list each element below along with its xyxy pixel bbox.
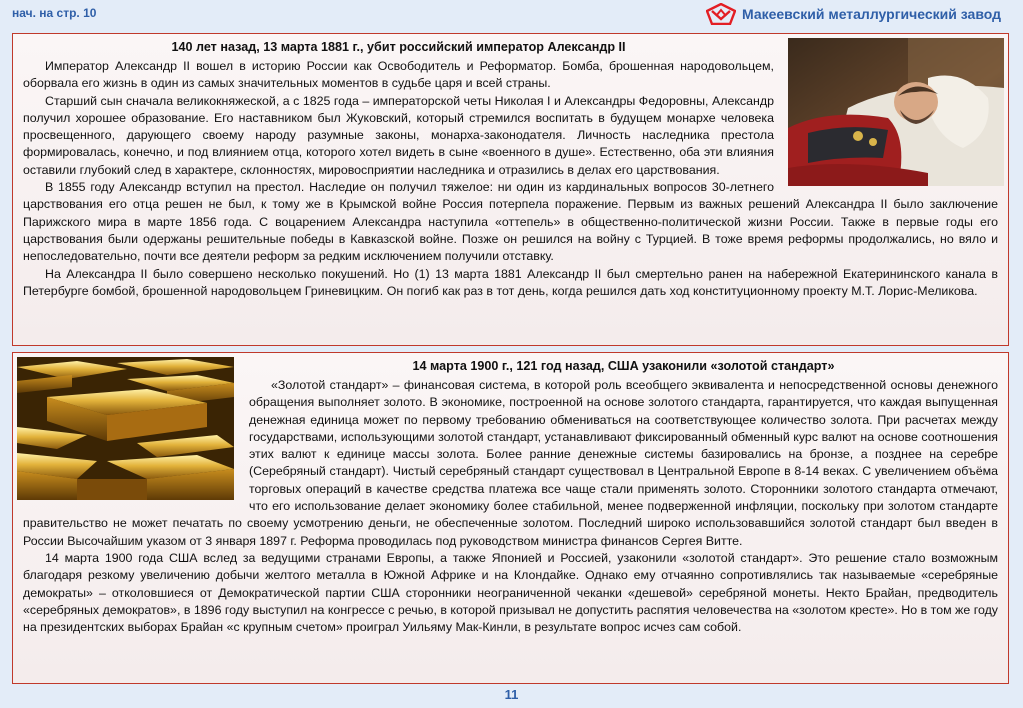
article-title: 14 марта 1900 г., 121 год назад, США узаконили «золотой стандарт»	[412, 359, 835, 373]
paragraph: 14 марта 1900 года США вслед за ведущими странами Европы, а также Японией и Россией, узаконили «золотой стандарт». Это решение стало возможным благодаря резкому увеличению добычи желтого металла в Южной Африке и на Клондайке. Однако ему отчаянно сопротивлялись так называемые «серебряные демократы» – отколовшиеся от Демократической партии США сторонники неограниченной чеканки «дешевой» серебряной монеты. Некто Брайан, предводитель «серебряных демократов», в 1896 году выступил на конгрессе с речью, в которой призывал не допустить распятия человечества на «золотом кресте». Но в том же году на президентских выборах Брайан «с крупным счетом» проиграл Уильяму Мак-Кинли, в результате вопрос исчез сам собой.	[23, 550, 998, 635]
article-alexander-ii	[12, 33, 1009, 346]
paragraph: Император Александр II вошел в историю России как Освободитель и Реформатор. Бомба, брошенная народовольцем, оборвала его жизнь в один из самых значительных моментов в судьбе царя и всей страны.	[23, 59, 774, 91]
gold-bars-photo	[17, 357, 234, 500]
paragraph: В 1855 году Александр вступил на престол. Наследие он получил тяжелое: ни один из кардинальных вопросов 30-летнего царствования его отца решен не был, к тому же в Крымской войне Россия потерпела поражение. Первым из важных решений Александра II было заключение Парижского мира в марте 1856 года. С воцарением Александра наступила «оттепель» в общественно-политической жизни России. Также в первые годы его царствования были одержаны решительные победы в Кавказской войне. Позже он решился на войну с Турцией. В тоже время реформы продолжались, но вяло и непоследовательно, почти все деятели реформ за редким исключением получили отставку.	[23, 180, 998, 264]
continued-from-link[interactable]: нач. на стр. 10	[12, 6, 97, 20]
paragraph: «Золотой стандарт» – финансовая система, в которой роль всеобщего эквивалента и непосредственной основы денежного обращения выполняет золото. В экономике, построенной на основе золотого стандарта, гарантируется, что каждая выпущенная денежная единица может по первому требованию обмениваться на соответствующее количество золота. При расчетах между государствами, использующими золотой стандарт, устанавливают фиксированный обменный курс валют на основе соотношения этих валют к единице массы золота. Более ранние денежные системы базировались на бронзе, а позднее на серебре (Серебряный стандарт). Чистый серебряный стандарт существовал в Центральной Европе в 8-14 веках. С увеличением объёма торговых операций в качестве средства платежа все чаще стали применять золото. Сторонники золотого стандарта отмечают, что его использование делает экономику более стабильной, менее подверженной инфляции, поскольку при золотом стандарте правительство не может печатать по своему усмотрению деньги, не обеспеченные золотом. Последний широко использовавшийся золотой стандарт был введен в России Высочайшим указом от 3 января 1897 г. Реформа проводилась под руководством министра финансов Сергея Витте.	[23, 378, 998, 548]
article-gold-standard	[12, 352, 1009, 684]
article-title: 140 лет назад, 13 марта 1881 г., убит российский император Александр II	[171, 40, 626, 54]
brand-name: Макеевский металлургический завод	[741, 6, 1001, 22]
paragraph: На Александра II было совершено несколько покушений. Но (1) 13 марта 1881 Александр II был смертельно ранен на набережной Екатерининского канала в Петербурге бомбой, брошенной народовольцем Гриневицким. Он погиб как раз в тот день, когда решился дать ход конституционному проекту М.Т. Лорис-Меликова.	[23, 266, 998, 298]
paragraph: Старший сын сначала великокняжеской, а с 1825 года – императорской четы Николая I и Александры Федоровны, Александр получил хорошее образование. Его наставником был Жуковский, который стремился воспитать в будущем монархе человека просвещенного, дарующего своему народу разумные законы, монарха-законодателя. Личность наследника престола формировалась, конечно, и под влиянием отца, которого хотел видеть в сыне «военного в душе». Естественно, оба эти влияния оставили глубокий след в характере, склонностях, мировосприятии наследника и отразились в делах его царствования.	[23, 93, 774, 177]
mmk-star-logo-icon	[706, 3, 736, 25]
page-number: 11	[504, 687, 519, 702]
brand	[706, 3, 1001, 25]
alexander-ii-deathbed-painting	[788, 38, 1004, 186]
